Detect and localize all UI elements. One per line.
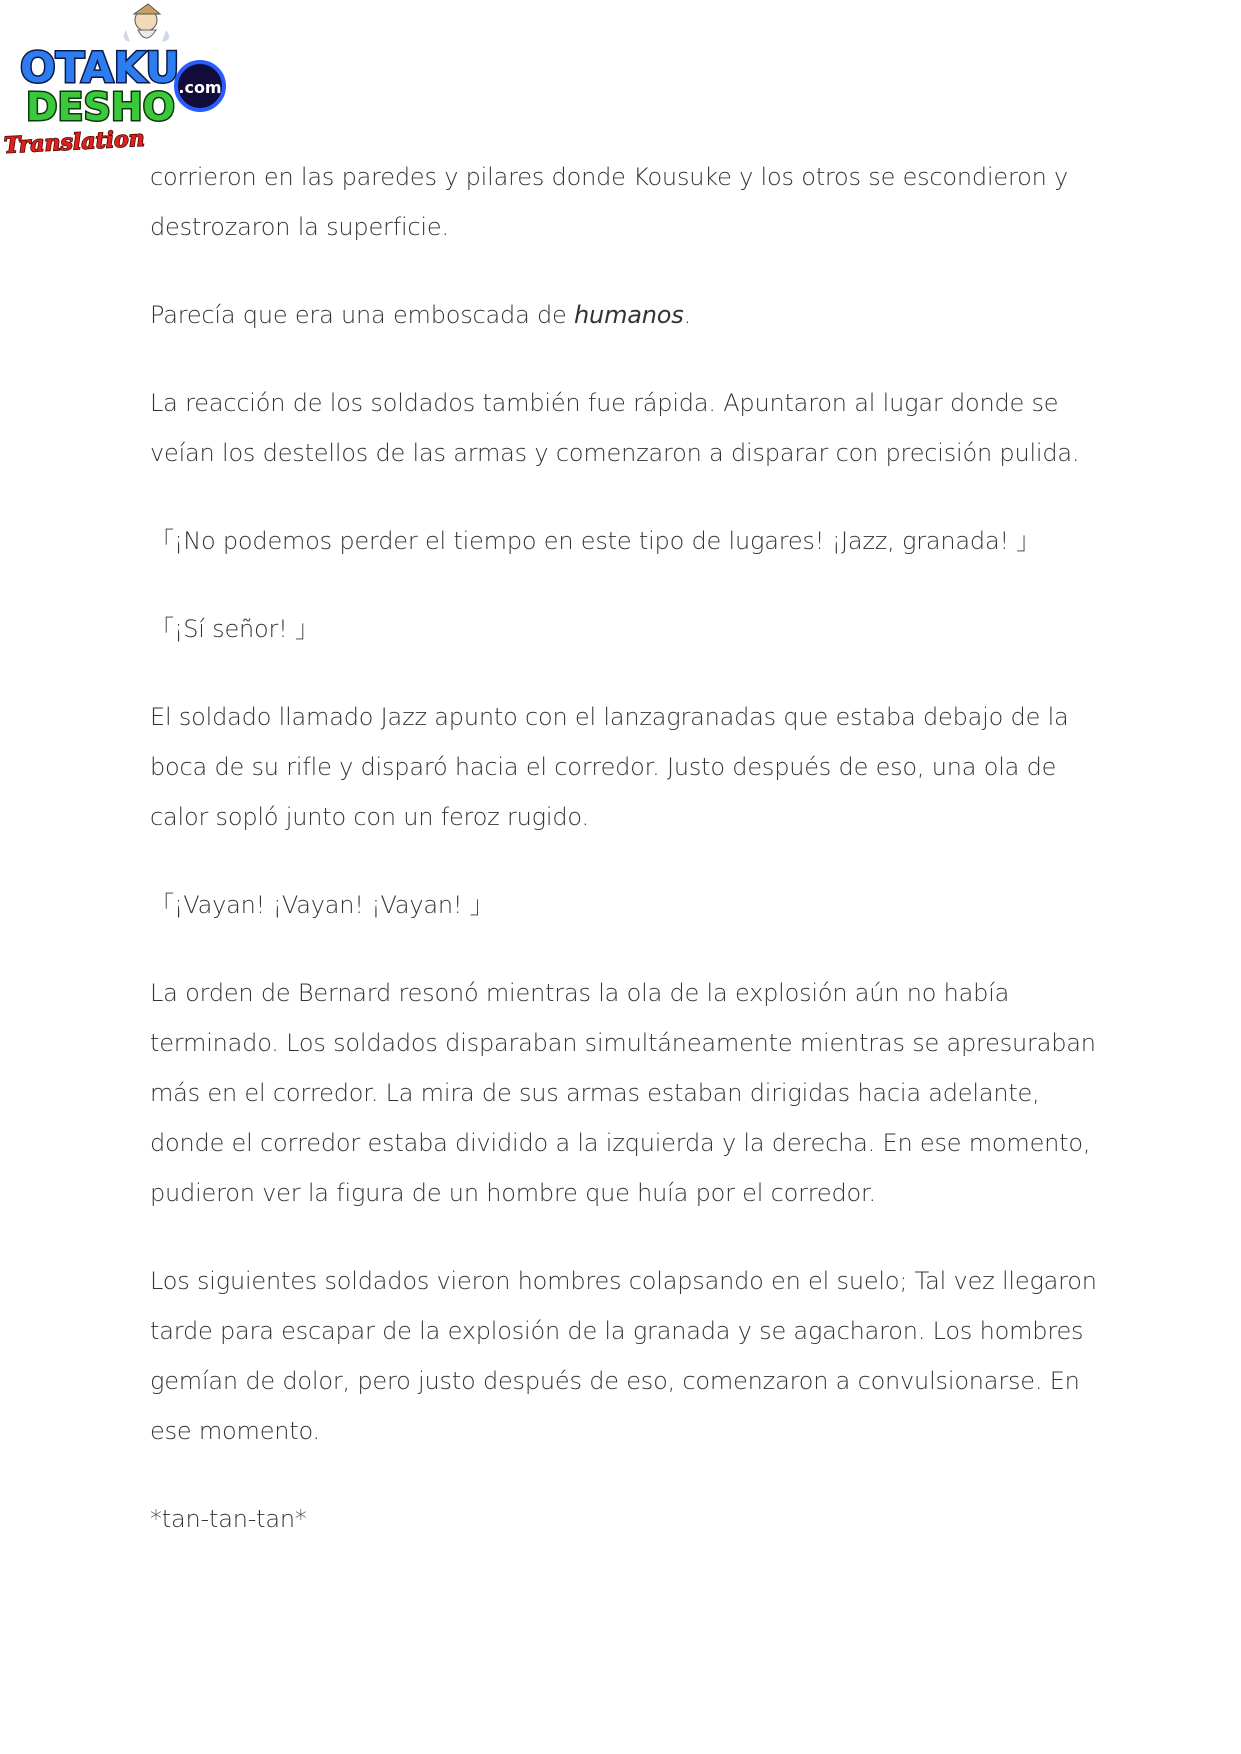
logo-line1: OTAKU [20, 43, 180, 92]
otakudesho-logo [0, 0, 230, 160]
paragraph-4: El soldado llamado Jazz apunto con el lanzagranadas que estaba debajo de la boca de su rifle y disparó hacia el corredor. Justo después de eso, una ola de calor sopló junto con un feroz rugido. [150, 703, 1069, 831]
logo-tagline: Translation [3, 125, 146, 159]
mascot-icon [124, 4, 169, 42]
paragraph-6: Los siguientes soldados vieron hombres colapsando en el suelo; Tal vez llegaron tarde para escapar de la explosión de la granada y se agacharon. Los hombres gemían de dolor, pero justo después de eso, comenzaron a convulsionarse. En ese momento. [150, 1267, 1097, 1445]
paragraph-5: La orden de Bernard resonó mientras la ola de la explosión aún no había terminado. Los soldados disparaban simultáneamente mientras se apresuraban más en el corredor. La mira de sus armas estaban dirigidas hacia adelante, donde el corredor estaba dividido a la izquierda y la derecha. En ese momento, pudieron ver la figura de un hombre que huía por el corredor. [150, 979, 1096, 1207]
sound-effect: *tan-tan-tan* [150, 1505, 307, 1533]
logo-line2: DESHO [26, 85, 175, 129]
dialogue-2: 「¡Sí señor! 」 [150, 615, 319, 643]
dialogue-1: 「¡No podemos perder el tiempo en este tipo de lugares! ¡Jazz, granada! 」 [150, 527, 1041, 555]
logo-suffix: .com [178, 78, 222, 97]
paragraph-2 [150, 290, 1100, 340]
paragraph-2-emphasis: humanos [574, 301, 684, 329]
dialogue-3: 「¡Vayan! ¡Vayan! ¡Vayan! 」 [150, 891, 494, 919]
paragraph-2-text: Parecía que era una emboscada de [150, 301, 575, 329]
document-body [150, 152, 1100, 1582]
paragraph-3: La reacción de los soldados también fue rápida. Apuntaron al lugar donde se veían los destellos de las armas y comenzaron a disparar con precisión pulida. [150, 389, 1080, 467]
paragraph-2-after: . [683, 301, 691, 329]
paragraph-1: corrieron en las paredes y pilares donde Kousuke y los otros se escondieron y destrozaron la superficie. [150, 163, 1069, 241]
